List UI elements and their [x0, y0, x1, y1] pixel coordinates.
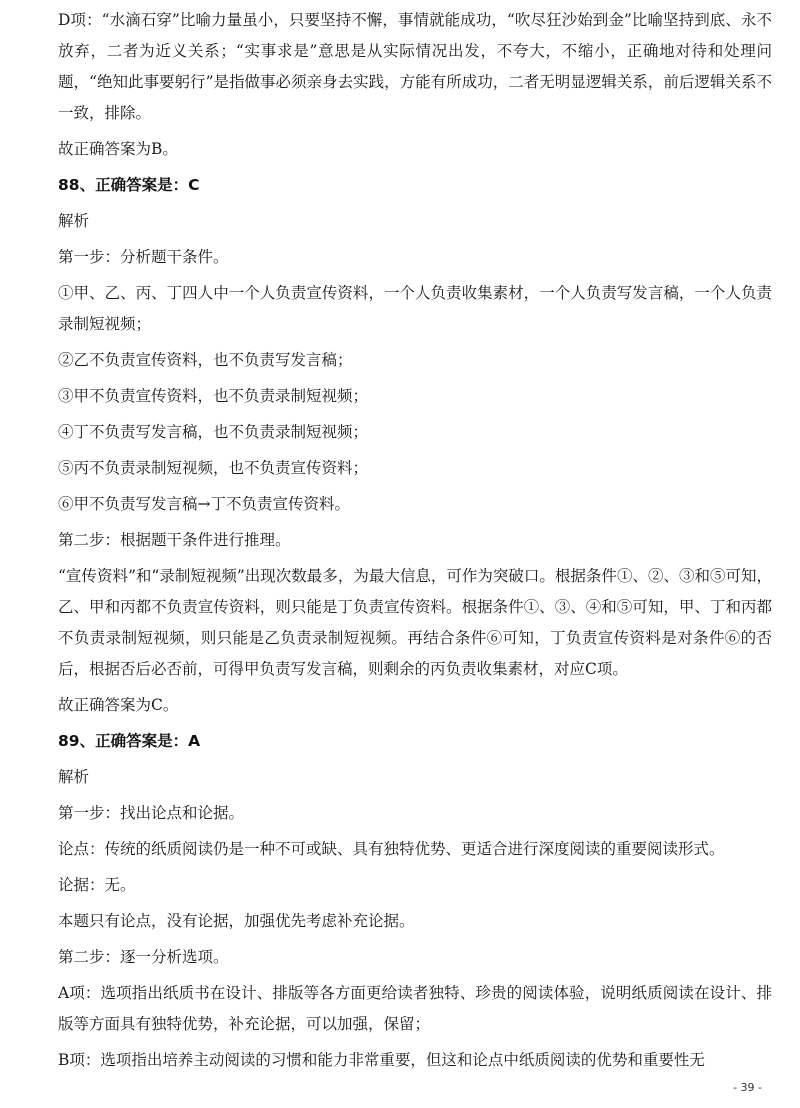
q89-analysis-label: 解析: [58, 768, 90, 786]
q88-condition-6: ⑥甲不负责写发言稿→丁不负责宣传资料。: [58, 495, 350, 513]
q88-heading: 88、正确答案是：C: [58, 176, 200, 194]
q89-option-b: B项：选项指出培养主动阅读的习惯和能力非常重要，但这和论点中纸质阅读的优势和重要性无: [58, 1051, 705, 1069]
q88-reasoning: “宣传资料”和“录制短视频”出现次数最多，为最大信息，可作为突破口。根据条件①、②、③和⑤可知，乙、甲和丙都不负责宣传资料，则只能是丁负责宣传资料。根据条件①、③、④和⑤可知，甲、丁和丙都不负责录制短视频，则只能是乙负责录制短视频。再结合条件⑥可知，丁负责宣传资料是对条件⑥的否后，根据否后必否前，可得甲负责写发言稿，则剩余的丙负责收集素材，对应C项。: [58, 567, 772, 678]
q88-condition-5: ⑤丙不负责录制短视频，也不负责宣传资料；: [58, 459, 369, 477]
q89-argument: 论点：传统的纸质阅读仍是一种不可或缺、具有独特优势、更适合进行深度阅读的重要阅读形式。: [58, 840, 725, 858]
page-number: - 39 -: [733, 1081, 762, 1094]
q88-condition-3: ③甲不负责宣传资料，也不负责录制短视频；: [58, 387, 369, 405]
q89-step2: 第二步：逐一分析选项。: [58, 948, 229, 966]
q88-analysis-label: 解析: [58, 212, 90, 230]
q89-step1: 第一步：找出论点和论据。: [58, 804, 245, 822]
q88-condition-1: ①甲、乙、丙、丁四人中一个人负责宣传资料，一个人负责收集素材，一个人负责写发言稿，一个人负责录制短视频；: [58, 284, 772, 333]
q89-note: 本题只有论点，没有论据，加强优先考虑补充论据。: [58, 912, 415, 930]
q89-option-a: A项：选项指出纸质书在设计、排版等各方面更给读者独特、珍贵的阅读体验，说明纸质阅读在设计、排版等方面具有独特优势，补充论据，可以加强，保留；: [58, 984, 772, 1033]
q89-evidence: 论据：无。: [58, 876, 136, 894]
q88-step2: 第二步：根据题干条件进行推理。: [58, 531, 291, 549]
q89-heading: 89、正确答案是：A: [58, 732, 201, 750]
page-content: [58, 5, 772, 1081]
q88-step1: 第一步：分析题干条件。: [58, 248, 229, 266]
q88-conclusion: 故正确答案为C。: [58, 696, 179, 714]
paragraph-option-d: D项：“水滴石穿”比喻力量虽小，只要坚持不懈，事情就能成功，“吹尽狂沙始到金”比喻坚持到底、永不放弃，二者为近义关系；“实事求是”意思是从实际情况出发，不夸大，不缩小，正确地对待和处理问题，“绝知此事要躬行”是指做事必须亲身去实践，方能有所成功，二者无明显逻辑关系，前后逻辑关系不一致，排除。: [58, 11, 772, 122]
q88-condition-4: ④丁不负责写发言稿，也不负责录制短视频；: [58, 423, 369, 441]
paragraph-answer-b: 故正确答案为B。: [58, 140, 178, 158]
q88-condition-2: ②乙不负责宣传资料，也不负责写发言稿；: [58, 351, 353, 369]
